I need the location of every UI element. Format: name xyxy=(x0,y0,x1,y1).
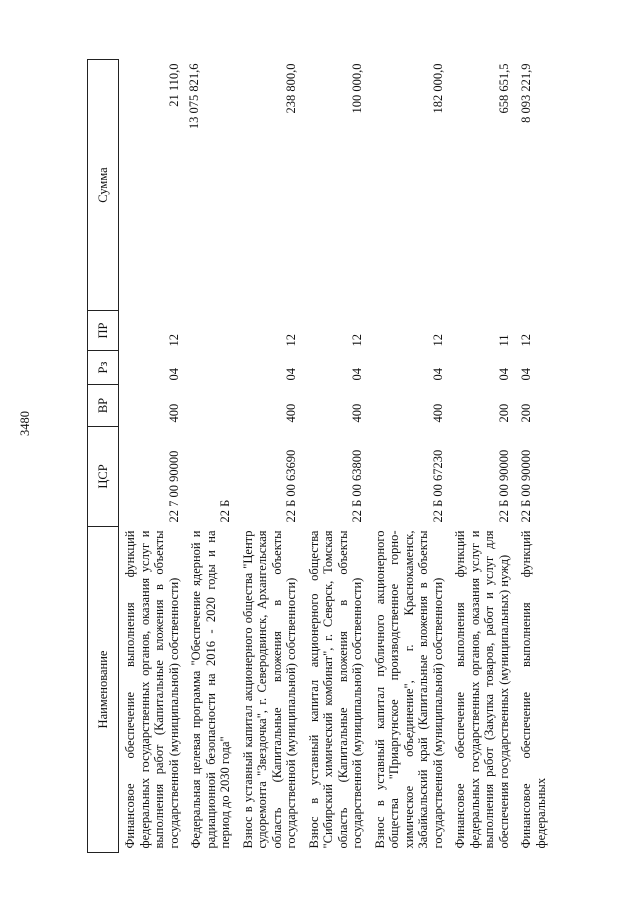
row-rz: 04 xyxy=(350,368,364,381)
row-vr: 200 xyxy=(496,403,511,423)
row-pr xyxy=(185,311,237,351)
table-row xyxy=(303,60,369,853)
row-name: Финансовое обеспечение выполнения функций федеральных xyxy=(519,530,548,849)
row-name: Взнос в уставный капитал акционерного общества "Сибирский химический комбинат", г. Северск, Томская область (Капитальные вложения в объекты государственной (муниципальной) собственности) xyxy=(306,530,364,849)
table-row xyxy=(515,60,552,853)
budget-table xyxy=(87,59,552,853)
row-pr: 12 xyxy=(430,334,445,347)
row-csr: 22 Б 00 63690 xyxy=(284,449,298,523)
row-vr: 400 xyxy=(284,403,298,423)
row-csr: 22 Б 00 90000 xyxy=(496,449,511,523)
row-vr: 400 xyxy=(430,403,445,423)
row-csr: 22 Б xyxy=(218,499,232,523)
row-csr: 22 Б 00 90000 xyxy=(519,449,533,523)
row-vr: 400 xyxy=(166,403,181,423)
row-name: Финансовое обеспечение выполнения функций федеральных государственных органов, оказания услуг и выполнения работ (Закупка товаров, работ и услуг для обеспечения государственных (муниципальных) нужд) xyxy=(453,530,511,849)
table-row xyxy=(119,60,186,853)
row-rz: 04 xyxy=(430,368,445,381)
row-rz: 04 xyxy=(284,368,298,381)
row-sum: 8 093 221,9 xyxy=(519,63,533,123)
row-pr: 12 xyxy=(350,334,364,347)
row-name: Взнос в уставный капитал публичного акционерного общества "Приаргунское производственное горно-химическое объединение", г. Краснокаменск, Забайкальский край (Капитальные вложения в объекты государственной (муниципальной) собственности) xyxy=(372,530,445,849)
header-csr: ЦСР xyxy=(88,427,119,527)
row-name: Федеральная целевая программа "Обеспечение ядерной и радиационной безопасности на 2016 - 2020 годы и на период до 2030 года" xyxy=(189,530,232,849)
row-sum: 238 800,0 xyxy=(284,63,298,114)
row-csr: 22 Б 00 63800 xyxy=(350,449,364,523)
row-sum: 658 651,5 xyxy=(496,63,511,114)
table-header-row xyxy=(88,60,119,853)
row-pr: 12 xyxy=(519,334,533,347)
row-pr: 12 xyxy=(284,334,298,347)
table-row xyxy=(185,60,237,853)
header-name: Наименование xyxy=(88,527,119,853)
rotated-table-container xyxy=(87,60,592,853)
row-sum: 21 110,0 xyxy=(166,63,181,107)
row-sum: 13 075 821,6 xyxy=(187,63,201,130)
row-sum: 182 000,0 xyxy=(430,63,445,114)
row-pr: 12 xyxy=(166,334,181,347)
header-rz: Рз xyxy=(88,351,119,385)
row-vr: 400 xyxy=(350,403,364,423)
row-vr xyxy=(185,385,237,427)
row-name: Взнос в уставный капитал акционерного общества "Центр судоремонта "Звездочка", г. Северодвинск, Архангельская область (Капитальные вложения в объекты государственной (муниципальной) собственности) xyxy=(240,530,298,849)
row-rz xyxy=(185,351,237,385)
row-rz: 04 xyxy=(166,368,181,381)
row-vr: 200 xyxy=(519,403,533,423)
row-csr: 22 7 00 90000 xyxy=(166,450,181,523)
header-sum: Сумма xyxy=(88,60,119,311)
page-number: 3480 xyxy=(18,411,32,436)
row-rz: 04 xyxy=(519,368,533,381)
table-row xyxy=(237,60,303,853)
row-rz: 04 xyxy=(496,368,511,381)
header-vr: ВР xyxy=(88,385,119,427)
row-name: Финансовое обеспечение выполнения функций федеральных государственных органов, оказания услуг и выполнения работ (Капитальные вложения в объекты государственной (муниципальной) собственности) xyxy=(123,530,181,849)
row-csr: 22 Б 00 67230 xyxy=(430,449,445,523)
table-row xyxy=(369,60,450,853)
table-row xyxy=(449,60,515,853)
row-pr: 11 xyxy=(496,334,511,347)
header-pr: ПР xyxy=(88,311,119,351)
row-sum: 100 000,0 xyxy=(350,63,364,114)
